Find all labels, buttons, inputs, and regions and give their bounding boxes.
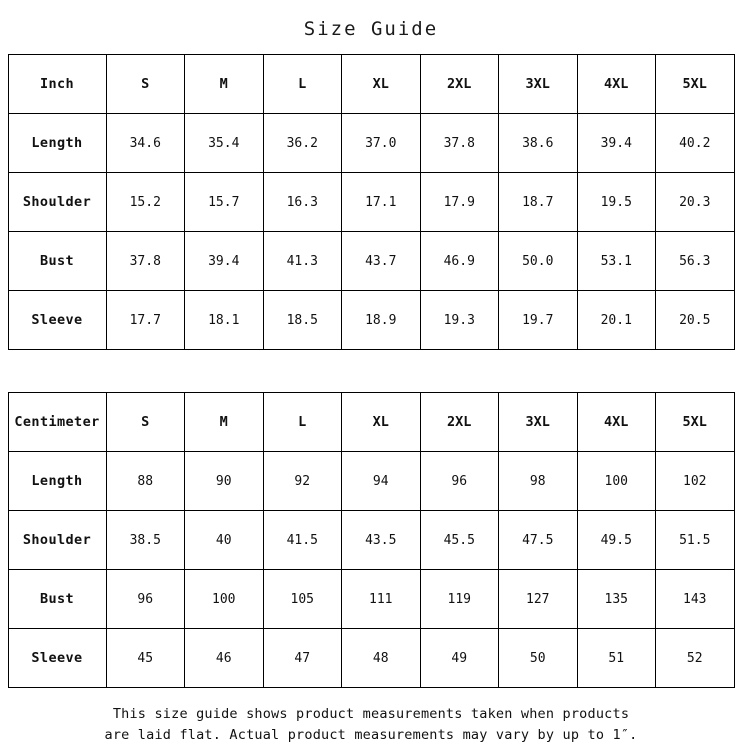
size-header-5xl: 5XL	[656, 55, 735, 114]
cell-value: 19.5	[577, 173, 656, 232]
cell-value: 37.8	[420, 114, 499, 173]
row-label-length: Length	[8, 114, 106, 173]
cell-value: 18.5	[263, 291, 342, 350]
size-header-l: L	[263, 393, 342, 452]
cell-value: 111	[342, 570, 421, 629]
cell-value: 19.3	[420, 291, 499, 350]
size-header-m: M	[185, 393, 264, 452]
cell-value: 51	[577, 629, 656, 688]
size-header-4xl: 4XL	[577, 393, 656, 452]
cell-value: 15.7	[185, 173, 264, 232]
cell-value: 50	[499, 629, 578, 688]
cell-value: 46	[185, 629, 264, 688]
cell-value: 40	[185, 511, 264, 570]
cell-value: 90	[185, 452, 264, 511]
size-header-xl: XL	[342, 55, 421, 114]
table-row	[8, 114, 734, 173]
cell-value: 92	[263, 452, 342, 511]
row-label-bust: Bust	[8, 570, 106, 629]
unit-header-centimeter: Centimeter	[8, 393, 106, 452]
cell-value: 36.2	[263, 114, 342, 173]
cell-value: 88	[106, 452, 185, 511]
row-label-length: Length	[8, 452, 106, 511]
table-separator	[0, 350, 742, 392]
cell-value: 52	[656, 629, 735, 688]
size-table-inch	[8, 54, 735, 350]
cell-value: 37.8	[106, 232, 185, 291]
size-table-centimeter	[8, 392, 735, 688]
cell-value: 41.5	[263, 511, 342, 570]
cell-value: 46.9	[420, 232, 499, 291]
row-label-sleeve: Sleeve	[8, 629, 106, 688]
cell-value: 35.4	[185, 114, 264, 173]
cell-value: 105	[263, 570, 342, 629]
table-row	[8, 232, 734, 291]
cell-value: 39.4	[577, 114, 656, 173]
cell-value: 20.5	[656, 291, 735, 350]
cell-value: 20.3	[656, 173, 735, 232]
cell-value: 143	[656, 570, 735, 629]
table-row	[8, 452, 734, 511]
row-label-shoulder: Shoulder	[8, 511, 106, 570]
cell-value: 18.9	[342, 291, 421, 350]
size-header-m: M	[185, 55, 264, 114]
cell-value: 40.2	[656, 114, 735, 173]
table-row	[8, 291, 734, 350]
cell-value: 50.0	[499, 232, 578, 291]
size-header-s: S	[106, 393, 185, 452]
cell-value: 43.7	[342, 232, 421, 291]
table-row	[8, 629, 734, 688]
size-header-5xl: 5XL	[656, 393, 735, 452]
size-header-3xl: 3XL	[499, 55, 578, 114]
row-label-shoulder: Shoulder	[8, 173, 106, 232]
table-header-row	[8, 55, 734, 114]
cell-value: 41.3	[263, 232, 342, 291]
size-header-xl: XL	[342, 393, 421, 452]
footer-note-line-1: This size guide shows product measurements taken when products	[112, 706, 630, 722]
cell-value: 15.2	[106, 173, 185, 232]
row-label-sleeve: Sleeve	[8, 291, 106, 350]
cell-value: 20.1	[577, 291, 656, 350]
cell-value: 16.3	[263, 173, 342, 232]
footer-note-line-2: are laid flat. Actual product measurements may vary by up to 1″.	[104, 727, 638, 743]
cell-value: 38.5	[106, 511, 185, 570]
cell-value: 135	[577, 570, 656, 629]
size-header-2xl: 2XL	[420, 55, 499, 114]
cell-value: 37.0	[342, 114, 421, 173]
cell-value: 17.7	[106, 291, 185, 350]
cell-value: 48	[342, 629, 421, 688]
cell-value: 49	[420, 629, 499, 688]
cell-value: 18.1	[185, 291, 264, 350]
cell-value: 102	[656, 452, 735, 511]
cell-value: 98	[499, 452, 578, 511]
cell-value: 45.5	[420, 511, 499, 570]
size-header-2xl: 2XL	[420, 393, 499, 452]
table-row	[8, 570, 734, 629]
cell-value: 96	[420, 452, 499, 511]
cell-value: 38.6	[499, 114, 578, 173]
cell-value: 17.9	[420, 173, 499, 232]
cell-value: 127	[499, 570, 578, 629]
size-header-4xl: 4XL	[577, 55, 656, 114]
cell-value: 19.7	[499, 291, 578, 350]
footer-note	[0, 688, 742, 746]
table-row	[8, 511, 734, 570]
cell-value: 56.3	[656, 232, 735, 291]
cell-value: 39.4	[185, 232, 264, 291]
cell-value: 43.5	[342, 511, 421, 570]
size-header-l: L	[263, 55, 342, 114]
cell-value: 119	[420, 570, 499, 629]
cell-value: 45	[106, 629, 185, 688]
table-header-row	[8, 393, 734, 452]
size-header-s: S	[106, 55, 185, 114]
cell-value: 100	[185, 570, 264, 629]
row-label-bust: Bust	[8, 232, 106, 291]
cell-value: 53.1	[577, 232, 656, 291]
cell-value: 100	[577, 452, 656, 511]
table-row	[8, 173, 734, 232]
cell-value: 47.5	[499, 511, 578, 570]
cell-value: 94	[342, 452, 421, 511]
cell-value: 34.6	[106, 114, 185, 173]
cell-value: 47	[263, 629, 342, 688]
cell-value: 96	[106, 570, 185, 629]
page-title: Size Guide	[303, 18, 439, 40]
cell-value: 18.7	[499, 173, 578, 232]
cell-value: 51.5	[656, 511, 735, 570]
unit-header-inch: Inch	[8, 55, 106, 114]
cell-value: 17.1	[342, 173, 421, 232]
size-header-3xl: 3XL	[499, 393, 578, 452]
cell-value: 49.5	[577, 511, 656, 570]
